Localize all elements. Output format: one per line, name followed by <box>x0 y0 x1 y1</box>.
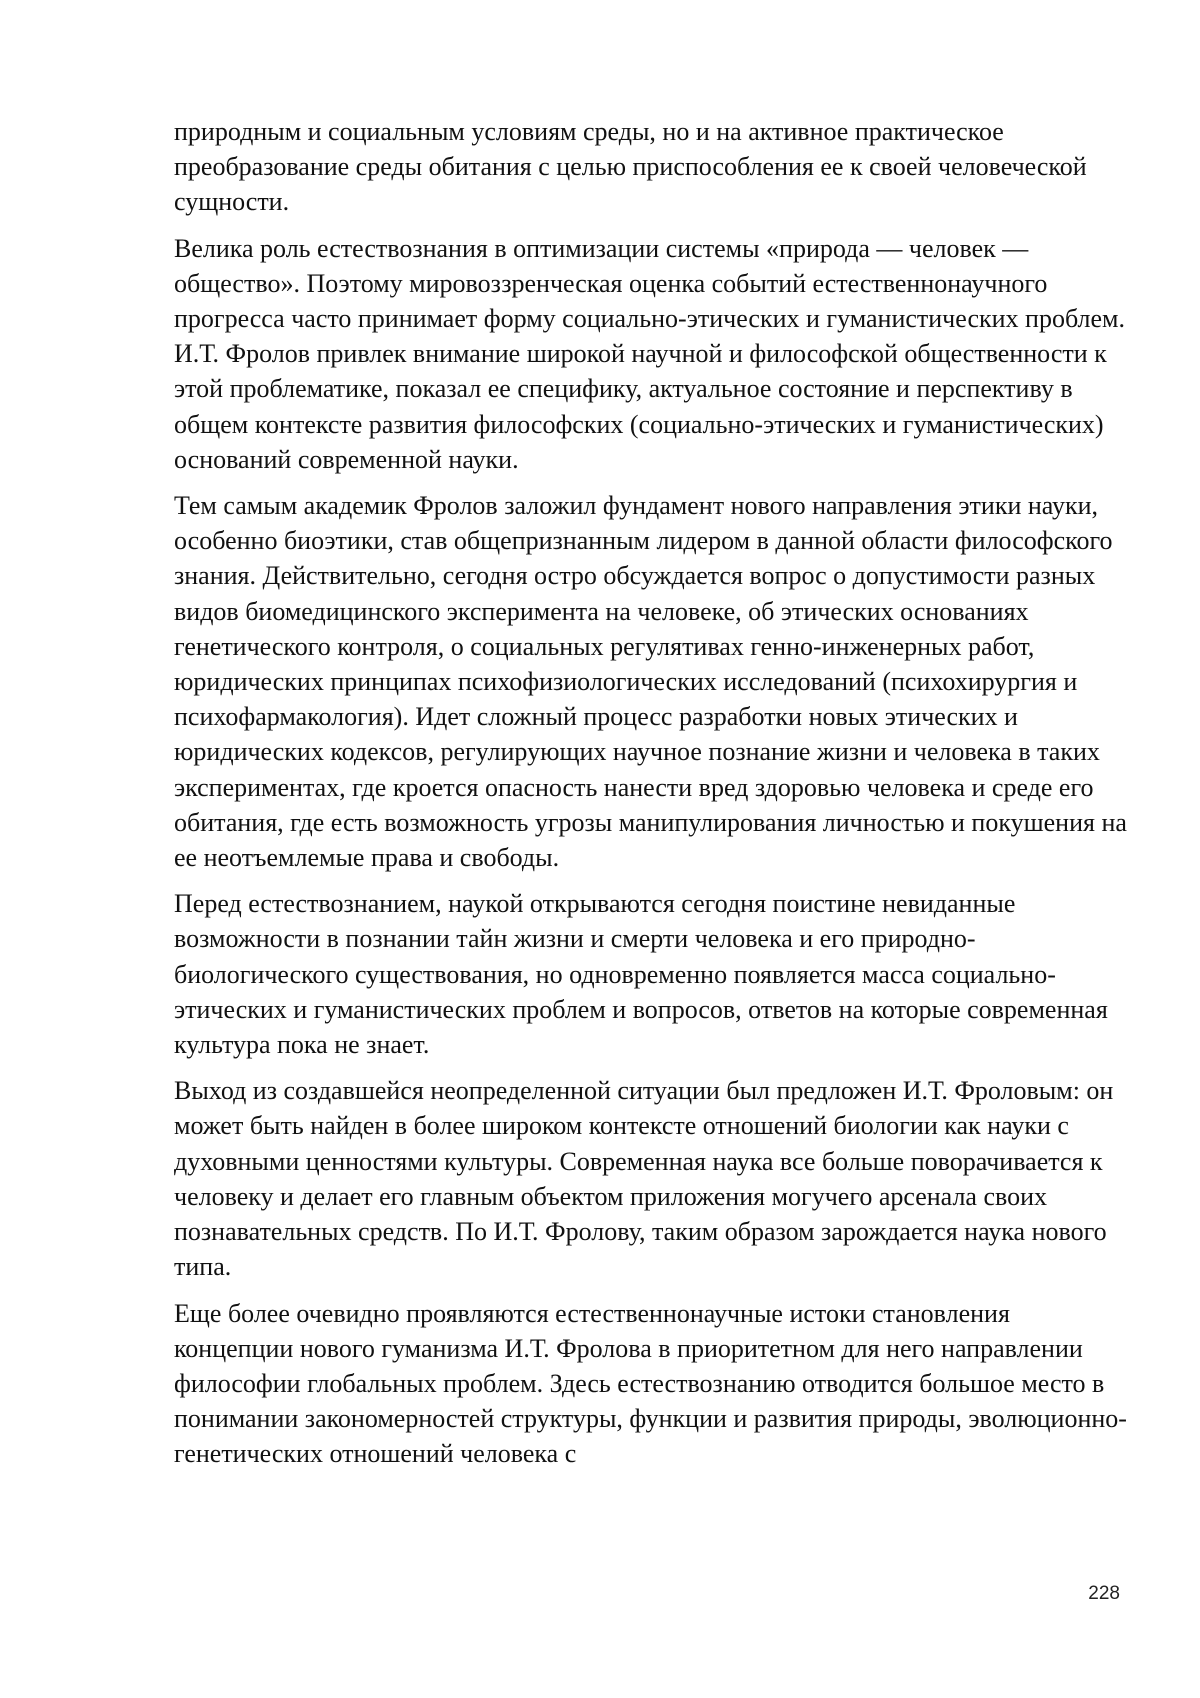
paragraph: Перед естествознанием, наукой открываются сегодня поистине невиданные возможности в познании тайн жизни и смерти человека и его природно-биологического существования, но одновременно появляется масса социально-этических и гуманистических проблем и вопросов, ответов на которые современная культура пока не знает. <box>174 889 1108 1060</box>
paragraph: природным и социальным условиям среды, но и на активное практическое преобразование среды обитания с целью приспособления ее к своей человеческой сущности. <box>174 117 1087 217</box>
document-body <box>174 114 1134 1483</box>
paragraph: Выход из создавшейся неопределенной ситуации был предложен И.Т. Фроловым: он может быть найден в более широком контексте отношений биологии как науки с духовными ценностями культуры. Современная наука все больше поворачивается к человеку и делает его главным объектом приложения могучего арсенала своих познавательных средств. По И.Т. Фролову, таким образом зарождается наука нового типа. <box>174 1076 1114 1282</box>
paragraph: Еще более очевидно проявляются естественнонаучные истоки становления концепции нового гуманизма И.Т. Фролова в приоритетном для него направлении философии глобальных проблем. Здесь естествознанию отводится большое место в понимании закономерностей структуры, функции и развития природы, эволюционно-генетических отношений человека с <box>174 1298 1127 1469</box>
page-number: 228 <box>1088 1583 1120 1604</box>
paragraph: Велика роль естествознания в оптимизации системы «природа — человек — общество». Поэтому мировоззренческая оценка событий естественнонаучного прогресса часто принимает форму социально-этических и гуманистических проблем. И.Т. Фролов привлек внимание широкой научной и философской общественности к этой проблематике, показал ее специфику, актуальное состояние и перспективу в общем контексте развития философских (социально-этических и гуманистических) оснований современной науки. <box>174 233 1125 474</box>
paragraph: Тем самым академик Фролов заложил фундамент нового направления этики науки, особенно биоэтики, став общепризнанным лидером в данной области философского знания. Действительно, сегодня остро обсуждается вопрос о допустимости разных видов биомедицинского эксперимента на человеке, об этических основаниях генетического контроля, о социальных регулятивах генно-инженерных работ, юридических принципах психофизиологических исследований (психохирургия и психофармакология). Идет сложный процесс разработки новых этических и юридических кодексов, регулирующих научное познание жизни и человека в таких экспериментах, где кроется опасность нанести вред здоровью человека и среде его обитания, где есть возможность угрозы манипулирования личностью и покушения на ее неотъемлемые права и свободы. <box>174 491 1127 873</box>
